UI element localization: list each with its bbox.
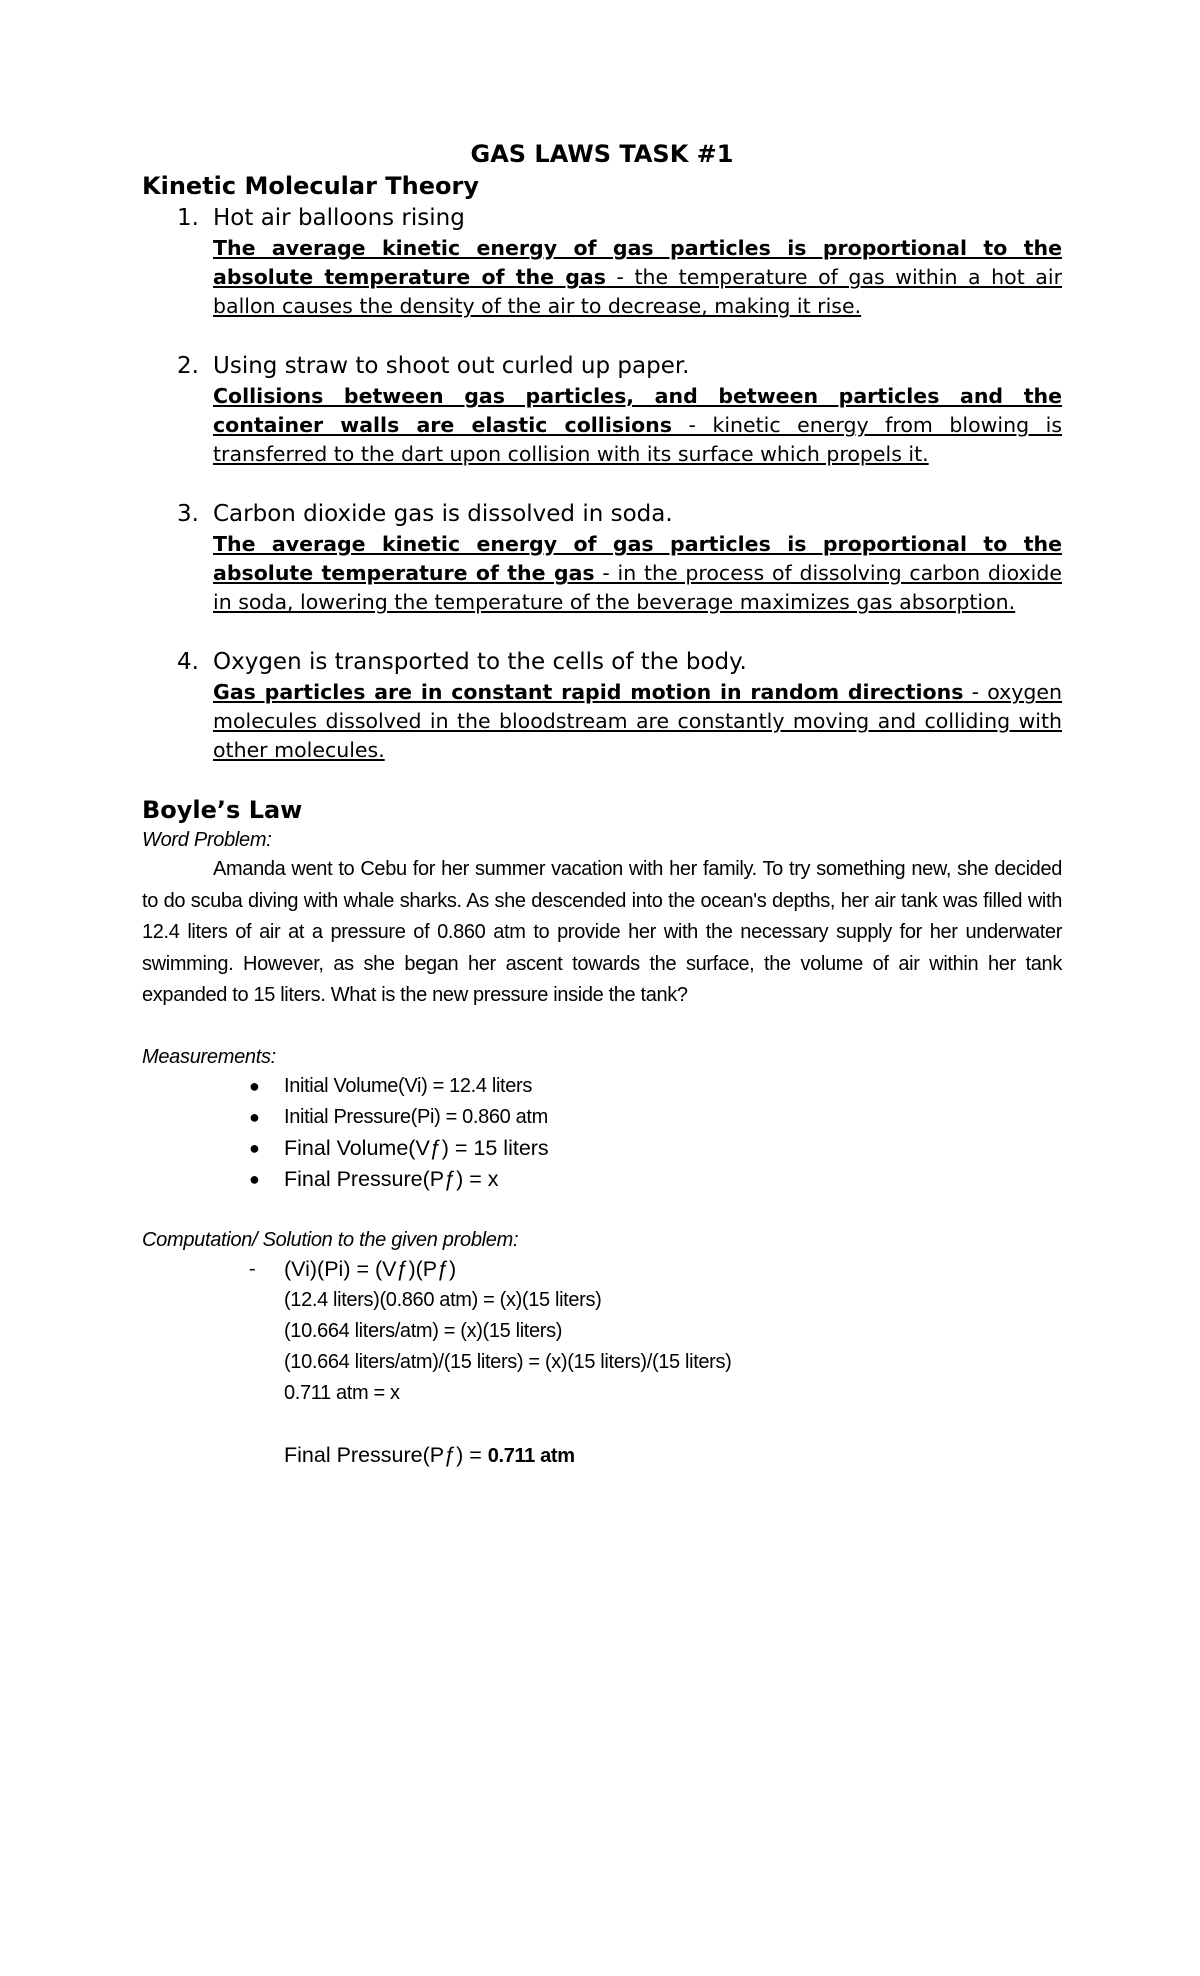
final-label: Final Pressure(Pƒ) = xyxy=(284,1442,488,1467)
item-explanation xyxy=(213,382,1062,469)
solution-block xyxy=(142,1254,1062,1409)
list-number: 4. xyxy=(177,649,199,675)
measurement-item: ● Final Pressure(Pƒ) = x xyxy=(142,1164,1062,1195)
explanation-text: - the temperature of gas within a hot air ballon causes the density of the air to decrease, making it rise. xyxy=(213,265,1062,318)
word-problem-text: Amanda went to Cebu for her summer vacation with her family. To try something new, she decided to do scuba diving with whale sharks. As she descended into the ocean's depths, her air tank was filled with 12.4 liters of air at a pressure of 0.860 atm to provide her with the necessary supply for her underwater swimming. However, as she began her ascent towards the surface, the volume of air within her tank expanded to 15 liters. What is the new pressure inside the tank? xyxy=(142,858,1062,1006)
solution-step: 0.711 atm = x xyxy=(284,1381,400,1404)
item-explanation xyxy=(213,234,1062,321)
document-title: GAS LAWS TASK #1 xyxy=(470,140,734,168)
computation-label: Computation/ Solution to the given problem: xyxy=(142,1228,519,1251)
solution-step: (10.664 liters/atm)/(15 liters) = (x)(15 liters)/(15 liters) xyxy=(284,1350,732,1373)
kmt-heading: Kinetic Molecular Theory xyxy=(142,172,479,200)
formula: (Vi)(Pi) = (Vƒ)(Pƒ) xyxy=(284,1256,457,1281)
measurements-label: Measurements: xyxy=(142,1045,276,1068)
explanation-text: - in the process of dissolving carbon dioxide in soda, lowering the temperature of the beverage maximizes gas absorption. xyxy=(213,561,1062,614)
item-title: Oxygen is transported to the cells of the body. xyxy=(213,649,747,675)
document-page xyxy=(142,138,1062,1472)
solution-step: (12.4 liters)(0.860 atm) = (x)(15 liters) xyxy=(284,1288,602,1311)
bullet-icon: ● xyxy=(249,1106,260,1127)
explanation-text: - oxygen molecules dissolved in the bloodstream are constantly moving and colliding with other molecules. xyxy=(213,680,1063,762)
solution-step: (10.664 liters/atm) = (x)(15 liters) xyxy=(284,1319,563,1342)
principle-text: Gas particles are in constant rapid motion in random directions xyxy=(213,680,964,704)
item-title: Carbon dioxide gas is dissolved in soda. xyxy=(213,501,673,527)
principle-text: The average kinetic energy of gas particles is proportional to the absolute temperature of the gas xyxy=(213,236,1062,289)
item-title: Using straw to shoot out curled up paper. xyxy=(213,353,690,379)
principle-text: Collisions between gas particles, and between particles and the container walls are elastic collisions xyxy=(213,384,1062,437)
item-explanation xyxy=(213,530,1062,617)
item-title: Hot air balloons rising xyxy=(213,205,465,231)
measurement-item: ● Initial Pressure(Pi) = 0.860 atm xyxy=(142,1102,1062,1133)
list-number: 1. xyxy=(177,205,199,231)
kmt-item-4 xyxy=(142,646,1062,765)
final-answer xyxy=(142,1440,1062,1472)
bullet-icon: ● xyxy=(249,1075,260,1096)
kmt-item-3 xyxy=(142,498,1062,617)
dash-icon: - xyxy=(249,1257,256,1280)
kmt-list xyxy=(142,202,1062,765)
measurement-item: ● Final Volume(Vƒ) = 15 liters xyxy=(142,1133,1062,1164)
final-value: 0.711 atm xyxy=(487,1444,575,1467)
explanation-text: - kinetic energy from blowing is transferred to the dart upon collision with its surface which propels it. xyxy=(213,413,1063,466)
bullet-icon: ● xyxy=(249,1137,260,1158)
bullet-icon: ● xyxy=(249,1168,260,1189)
measurement-item: ● Initial Volume(Vi) = 12.4 liters xyxy=(142,1071,1062,1102)
kmt-item-2 xyxy=(142,350,1062,469)
kmt-item-1 xyxy=(142,202,1062,321)
item-explanation xyxy=(213,678,1062,765)
word-problem-label: Word Problem: xyxy=(142,829,272,851)
list-number: 3. xyxy=(177,501,199,527)
measurements-list xyxy=(142,1071,1062,1195)
principle-text: The average kinetic energy of gas particles is proportional to the absolute temperature of the gas xyxy=(213,532,1062,585)
boyle-heading: Boyle’s Law xyxy=(142,796,303,824)
list-number: 2. xyxy=(177,353,199,379)
